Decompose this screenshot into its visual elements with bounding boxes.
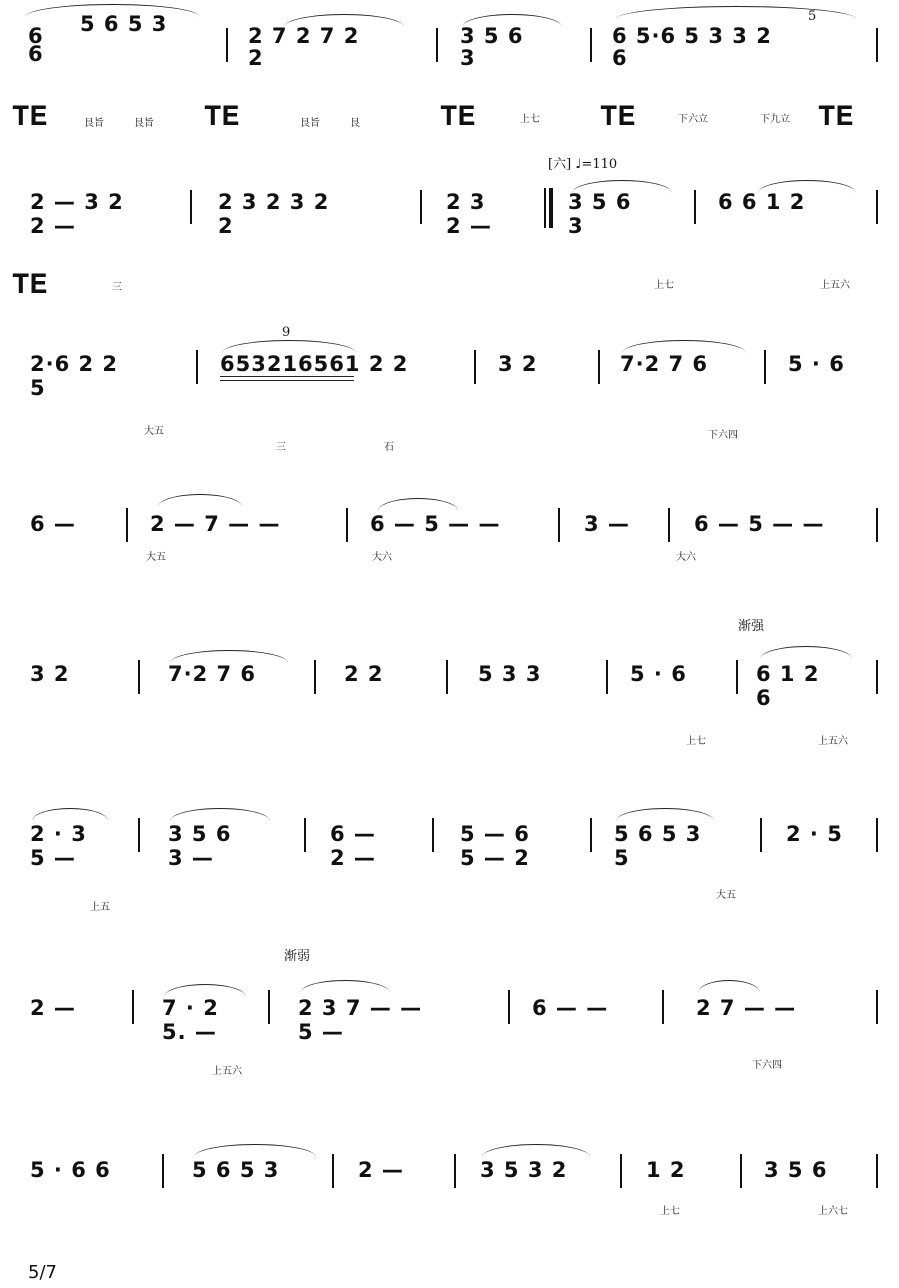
note-top: 6 — 5 — —	[370, 512, 501, 536]
slur	[622, 340, 746, 353]
tab-char: 𝐓𝐄	[440, 101, 476, 132]
diminuendo-mark: 渐弱	[284, 949, 311, 964]
tab-annotation: 上七	[520, 114, 540, 125]
note-bottom: 5	[30, 376, 46, 400]
note-bottom: 3	[568, 214, 584, 238]
barline	[226, 28, 228, 62]
note-top: 7·2 7 6	[168, 662, 257, 686]
barline	[436, 28, 438, 62]
barline	[314, 660, 316, 694]
note-top: 3 5 6	[764, 1158, 828, 1182]
tab-char: 𝐓𝐄	[12, 101, 48, 132]
barline	[454, 1154, 456, 1188]
note-top: 3 5 6	[460, 24, 524, 48]
note-top: 2 — 3 2	[30, 190, 124, 214]
barline	[876, 990, 878, 1024]
barline	[876, 1154, 878, 1188]
tab-annotation: 下六四	[752, 1060, 782, 1071]
tab-annotation: 下九立	[760, 114, 790, 125]
note-top: 5 · 6	[788, 352, 845, 376]
note-top: 6 1 2	[756, 662, 820, 686]
barline	[138, 660, 140, 694]
slur	[616, 808, 714, 821]
note-bottom: 2	[248, 46, 264, 70]
note-top: 2 2	[344, 662, 384, 686]
barline	[196, 350, 198, 384]
slur	[194, 1144, 316, 1157]
barline	[606, 660, 608, 694]
note-top: 653216561 2 2	[220, 352, 409, 376]
note-top: 2 — 7 — —	[150, 512, 281, 536]
note-top: 5 6 5 3	[80, 12, 168, 36]
tab-annotation: 大六	[372, 552, 392, 563]
barline	[138, 818, 140, 852]
tab-annotation: 上五六	[818, 736, 848, 747]
note-top: 3 5 6	[168, 822, 232, 846]
tab-annotation: 上七	[660, 1206, 680, 1217]
note-top: 1 2	[646, 1158, 686, 1182]
note-bottom: 5. —	[162, 1020, 217, 1044]
barline	[876, 190, 878, 224]
tab-annotation: 上五六	[212, 1066, 242, 1077]
crescendo-mark: 渐强	[738, 619, 765, 634]
barline	[694, 190, 696, 224]
barline	[304, 818, 306, 852]
slur	[616, 6, 856, 19]
note-top: 6 —	[330, 822, 376, 846]
barline	[162, 1154, 164, 1188]
note-top: 7·2 7 6	[620, 352, 709, 376]
tab-annotation: 上七	[686, 736, 706, 747]
note-top: 5 · 6	[630, 662, 687, 686]
underline	[220, 380, 354, 381]
tab-annotation: 石	[384, 442, 394, 453]
tab-annotation: 下六四	[708, 430, 738, 441]
note-top: 2 3 7 — —	[298, 996, 423, 1020]
barline	[736, 660, 738, 694]
barline	[668, 508, 670, 542]
slur	[170, 650, 288, 663]
note-bottom: 6	[28, 42, 44, 66]
note-top: 2·6 2 2	[30, 352, 119, 376]
note-bottom: 2 —	[446, 214, 492, 238]
note-top: 3 2	[498, 352, 538, 376]
tab-annotation: 大五	[716, 890, 736, 901]
barline	[432, 818, 434, 852]
grace-note: 5	[808, 9, 817, 24]
note-top: 5 6 5 3	[614, 822, 702, 846]
note-bottom: 5	[614, 846, 630, 870]
slur	[300, 980, 390, 993]
note-top: 5 · 6 6	[30, 1158, 111, 1182]
note-top: 6 — —	[532, 996, 609, 1020]
barline	[876, 28, 878, 62]
note-bottom: 2 —	[330, 846, 376, 870]
note-bottom: 5 — 2	[460, 846, 530, 870]
slur	[158, 494, 242, 507]
tab-char: 𝐓𝐄	[12, 269, 48, 300]
note-top: 5 — 6	[460, 822, 530, 846]
note-top: 2 7 2 7 2	[248, 24, 360, 48]
note-bottom: 2 —	[30, 214, 76, 238]
slur	[170, 808, 270, 821]
barline	[190, 190, 192, 224]
tab-annotation: 上五六	[820, 280, 850, 291]
barline	[446, 660, 448, 694]
slur	[760, 646, 852, 659]
note-top: 6 — 5 — —	[694, 512, 825, 536]
barline	[420, 190, 422, 224]
tab-annotation: 上五	[90, 902, 110, 913]
note-top: 2 —	[30, 996, 76, 1020]
tempo-mark	[548, 158, 617, 172]
tab-annotation: 大五	[146, 552, 166, 563]
barline	[268, 990, 270, 1024]
note-top: 2 · 3	[30, 822, 87, 846]
barline	[876, 660, 878, 694]
slur	[32, 808, 108, 821]
slur	[25, 4, 200, 17]
tuplet-number: 9	[282, 325, 291, 340]
note-top: 2 3	[446, 190, 486, 214]
note-top: 5 3 3	[478, 662, 542, 686]
note-top: 2 3 2 3 2	[218, 190, 330, 214]
slur	[698, 980, 760, 993]
note-bottom: 6	[612, 46, 628, 70]
barline	[662, 990, 664, 1024]
tab-annotation: 下六立	[678, 114, 708, 125]
section-label: [六]	[548, 157, 572, 172]
note-top: 6 6 1 2	[718, 190, 806, 214]
slur	[164, 984, 246, 997]
barline	[474, 350, 476, 384]
note-top: 2 —	[358, 1158, 404, 1182]
note-top: 5 6 5 3	[192, 1158, 280, 1182]
barline	[508, 990, 510, 1024]
barline	[590, 28, 592, 62]
tab-annotation: 上七	[654, 280, 674, 291]
slur	[378, 498, 458, 511]
note-bottom-stack: 6	[28, 24, 44, 48]
tab-annotation: 艮旨	[300, 118, 320, 129]
note-top: 3 2	[30, 662, 70, 686]
barline	[740, 1154, 742, 1188]
tempo-value: ♩=110	[575, 157, 618, 172]
tab-annotation: 大六	[676, 552, 696, 563]
tab-char: 𝐓𝐄	[818, 101, 854, 132]
note-top: 2 7 — —	[696, 996, 797, 1020]
barline	[620, 1154, 622, 1188]
barline	[760, 818, 762, 852]
note-bottom: 3	[460, 46, 476, 70]
tab-annotation: 艮旨	[134, 118, 154, 129]
tab-annotation: 三	[112, 282, 122, 293]
slur	[222, 340, 356, 353]
note-top: 3 5 6	[568, 190, 632, 214]
tab-annotation: 艮	[350, 118, 360, 129]
note-top: 3 5 3 2	[480, 1158, 568, 1182]
slur	[758, 180, 856, 193]
tab-annotation: 艮旨	[84, 118, 104, 129]
note-bottom: 2	[218, 214, 234, 238]
note-bottom: 3 —	[168, 846, 214, 870]
note-top: 7 · 2	[162, 996, 219, 1020]
barline	[598, 350, 600, 384]
barline	[876, 508, 878, 542]
note-bottom: 5 —	[298, 1020, 344, 1044]
page-number: 5/7	[28, 1262, 57, 1283]
note-bottom: 6	[756, 686, 772, 710]
tab-char: 𝐓𝐄	[204, 101, 240, 132]
barline	[876, 818, 878, 852]
barline	[558, 508, 560, 542]
note-top: 6 —	[30, 512, 76, 536]
barline	[132, 990, 134, 1024]
slur	[462, 14, 562, 27]
barline	[346, 508, 348, 542]
barline	[590, 818, 592, 852]
double-barline	[544, 188, 553, 228]
tab-char: 𝐓𝐄	[600, 101, 636, 132]
note-top: 2 · 5	[786, 822, 843, 846]
note-bottom: 5 —	[30, 846, 76, 870]
barline	[332, 1154, 334, 1188]
tab-annotation: 上六七	[818, 1206, 848, 1217]
slur	[482, 1144, 590, 1157]
slur	[572, 180, 672, 193]
barline	[764, 350, 766, 384]
note-top: 3 —	[584, 512, 630, 536]
underline	[220, 376, 354, 377]
barline	[126, 508, 128, 542]
tab-annotation: 大五	[144, 426, 164, 437]
slur	[284, 14, 404, 27]
tab-annotation: 三	[276, 442, 286, 453]
note-top: 6 5·6 5 3 3 2	[612, 24, 772, 48]
